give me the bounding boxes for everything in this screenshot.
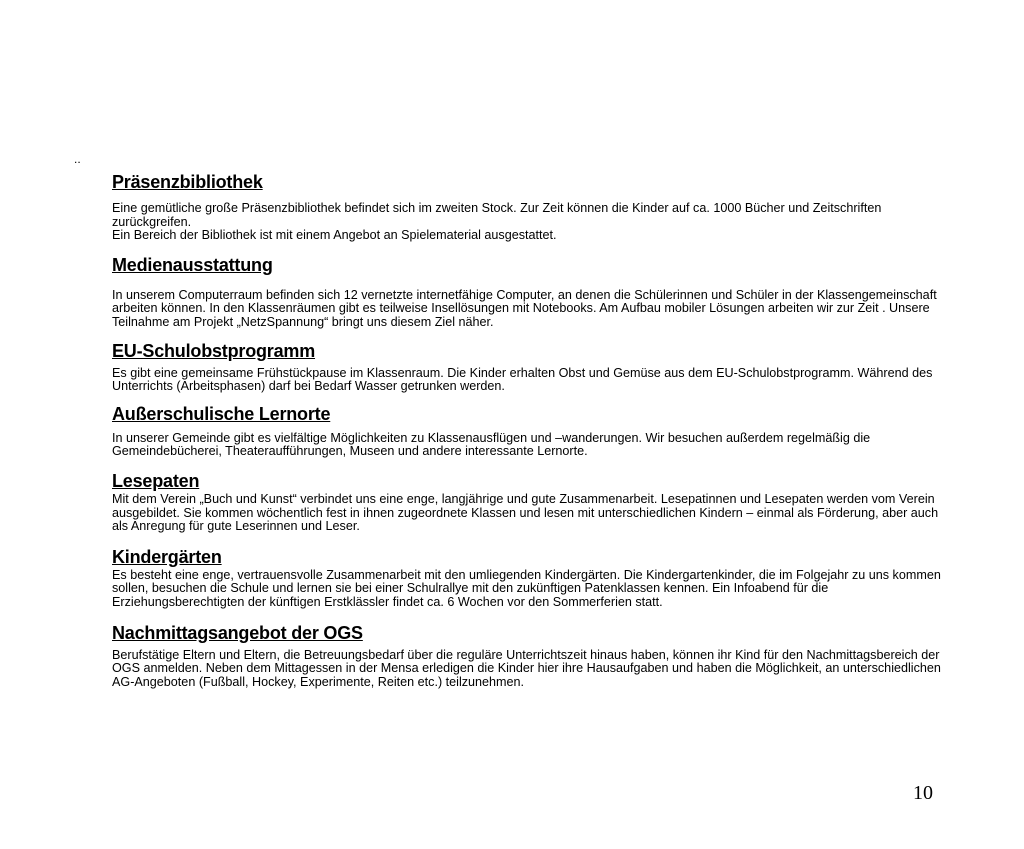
section-paragraph: Mit dem Verein „Buch und Kunst“ verbindet uns eine enge, langjährige und gute Zusammenarbeit. Lesepatinnen und Lesepaten werden vom Verein ausgebildet. Sie kommen wöchentlich fest in ihnen zugeordnete Klassen und lesen mit unterschiedlichen Kindern – einmal als Förderung, aber auch als Anregung für gute Leserinnen und Leser. xyxy=(112,491,939,534)
section-nachmittagsangebot xyxy=(112,621,952,690)
section-ausserschulische-lernorte xyxy=(112,402,952,459)
section-medienausstattung xyxy=(112,253,952,330)
section-heading: Außerschulische Lernorte xyxy=(112,403,331,424)
section-heading: Medienausstattung xyxy=(112,254,273,275)
section-heading: Präsenzbibliothek xyxy=(112,172,263,192)
section-heading: Nachmittagsangebot der OGS xyxy=(112,622,363,643)
page-number: 10 xyxy=(913,782,933,804)
section-paragraph: Ein Bereich der Bibliothek ist mit einem Angebot an Spielematerial ausgestattet. xyxy=(112,228,557,243)
section-paragraph: Es gibt eine gemeinsame Frühstückpause im Klassenraum. Die Kinder erhalten Obst und Gemüse aus dem EU-Schulobstprogramm. Während des Unterrichts (Arbeitsphasen) darf bei Bedarf Wasser getrunken werden. xyxy=(112,365,933,394)
section-paragraph: Berufstätige Eltern und Eltern, die Betreuungsbedarf über die reguläre Unterrichtszeit hinaus haben, können ihr Kind für den Nachmittagsbereich der OGS anmelden. Neben dem Mittagessen in der Mensa erledigen die Kinder hier ihre Hausaufgaben und haben die Möglichkeit, an unterschiedlichen AG-Angeboten (Fußball, Hockey, Experimente, Reiten etc.) teilzunehmen. xyxy=(112,647,941,689)
section-heading: EU-Schulobstprogramm xyxy=(112,340,316,361)
section-paragraph: Eine gemütliche große Präsenzbibliothek befindet sich im zweiten Stock. Zur Zeit können die Kinder auf ca. 1000 Bücher und Zeitschriften zurückgreifen. xyxy=(112,201,882,229)
document-body xyxy=(112,170,952,689)
section-eu-schulobstprogramm xyxy=(112,339,952,394)
section-lesepaten xyxy=(112,469,952,534)
section-praesenzbibliothek xyxy=(112,170,952,243)
section-kindergaerten xyxy=(112,545,952,610)
list-marker: .. xyxy=(74,152,81,166)
section-heading: Lesepaten xyxy=(112,470,200,491)
section-paragraph: Es besteht eine enge, vertrauensvolle Zusammenarbeit mit den umliegenden Kindergärten. Die Kindergartenkinder, die im Folgejahr zu uns kommen sollen, besuchen die Schule und lernen sie bei einer Schulrallye mit den zukünftigen Patenklassen kennen. Ein Infoabend für die Erziehungsberechtigten der künftigen Erstklässler findet ca. 6 Wochen vor den Sommerferien statt. xyxy=(112,567,941,609)
section-heading: Kindergärten xyxy=(112,546,222,567)
section-paragraph: In unserer Gemeinde gibt es vielfältige Möglichkeiten zu Klassenausflügen und –wanderungen. Wir besuchen außerdem regelmäßig die Gemeindebücherei, Theateraufführungen, Museen und andere interessante Lernorte. xyxy=(112,430,871,459)
section-paragraph: In unserem Computerraum befinden sich 12 vernetzte internetfähige Computer, an denen die Schülerinnen und Schüler in der Klassengemeinschaft arbeiten können. In den Klassenräumen gibt es teilweise Insellösungen mit Notebooks. Am Aufbau mobiler Lösungen arbeiten wir zur Zeit . Unsere Teilnahme am Projekt „NetzSpannung“ bringt uns diesem Ziel näher. xyxy=(112,287,937,329)
